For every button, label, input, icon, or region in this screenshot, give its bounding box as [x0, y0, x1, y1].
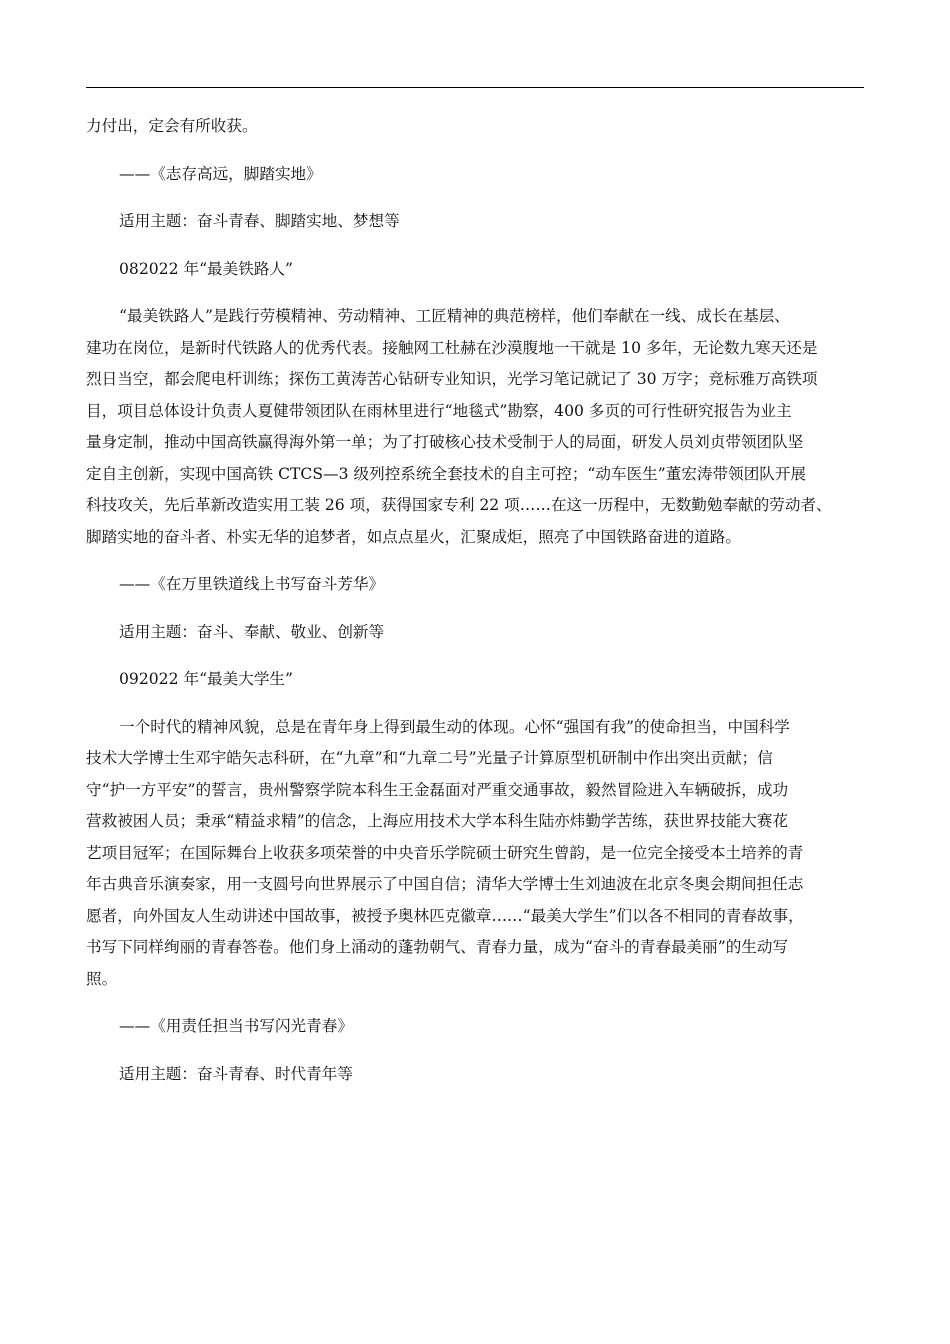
paragraph-line: 科技攻关，先后革新改造实用工装 26 项，获得国家专利 22 项……在这一历程中，无数勤勉奉献的劳动者、 [86, 496, 832, 514]
paragraph-line: 脚踏实地的奋斗者、朴实无华的追梦者，如点点星火，汇聚成炬，照亮了中国铁路奋进的道路。 [86, 527, 741, 546]
section2-source: ——《在万里铁道线上书写奋斗芳华》 [119, 575, 385, 593]
section2-paragraph [86, 301, 864, 553]
paragraph-line: “最美铁路人”是践行劳模精神、劳动精神、工匠精神的典范榜样，他们奉献在一线、成长在基层、 [119, 307, 790, 325]
paragraph-line: 目，项目总体设计负责人夏健带领团队在雨林里进行“地毯式”勘察，400 多页的可行性研究报告为业主 [86, 401, 792, 420]
paragraph-line: 定自主创新，实现中国高铁 CTCS—3 级列控系统全套技术的自主可控；“动车医生”董宏涛带领团队开展 [86, 464, 807, 483]
section3-source: ——《用责任担当书写闪光青春》 [119, 1017, 353, 1035]
paragraph-line: 一个时代的精神风貌，总是在青年身上得到最生动的体现。心怀“强国有我”的使命担当，中国科学 [119, 717, 790, 736]
paragraph-line: 愿者，向外国友人生动讲述中国故事，被授予奥林匹克徽章……“最美大学生”们以各不相同的青春故事， [86, 906, 804, 925]
paragraph-line: 守“护一方平安”的誓言，贵州警察学院本科生王金磊面对严重交通事故，毅然冒险进入车辆破拆，成功 [86, 780, 789, 799]
paragraph-line: 年古典音乐演奏家，用一支圆号向世界展示了中国自信；清华大学博士生刘迪波在北京冬奥会期间担任志 [86, 875, 804, 893]
section1-source: ——《志存高远，脚踏实地》 [119, 164, 322, 183]
paragraph-line: 艺项目冠军；在国际舞台上收获多项荣誉的中央音乐学院硕士研究生曾韵，是一位完全接受本土培养的青 [86, 843, 804, 862]
section3-themes: 适用主题：奋斗青春、时代青年等 [119, 1064, 353, 1083]
paragraph-line: 书写下同样绚丽的青春答卷。他们身上涌动的蓬勃朝气、青春力量，成为“奋斗的青春最美丽”的生动写 [86, 938, 789, 956]
paragraph-line: 建功在岗位，是新时代铁路人的优秀代表。接触网工杜赫在沙漠腹地一干就是 10 多年，无论数九寒天还是 [86, 338, 818, 357]
paragraph-line: 量身定制，推动中国高铁赢得海外第一单；为了打破核心技术受制于人的局面，研发人员刘贞带领团队坚 [86, 433, 804, 451]
section2-heading: 082022 年“最美铁路人” [119, 259, 293, 278]
section2-themes: 适用主题：奋斗、奉献、敬业、创新等 [119, 622, 385, 641]
section1-themes: 适用主题：奋斗青春、脚踏实地、梦想等 [119, 212, 400, 230]
header-rule [86, 87, 864, 88]
continuation-text: 力付出，定会有所收获。 [86, 117, 258, 135]
paragraph-line: 营救被困人员；秉承“精益求精”的信念，上海应用技术大学本科生陆亦炜勤学苦练，获世界技能大赛花 [86, 812, 789, 830]
section3-paragraph [86, 712, 864, 996]
document-body [86, 111, 864, 1090]
paragraph-line: 照。 [86, 969, 118, 988]
paragraph-line: 技术大学博士生邓宇皓矢志科研，在“九章”和“九章二号”光量子计算原型机研制中作出突出贡献；信 [86, 749, 773, 767]
section3-heading: 092022 年“最美大学生” [119, 670, 293, 688]
paragraph-line: 烈日当空，都会爬电杆训练；探伤工黄涛苦心钻研专业知识，光学习笔记就记了 30 万字；竞标雅万高铁项 [86, 370, 818, 388]
